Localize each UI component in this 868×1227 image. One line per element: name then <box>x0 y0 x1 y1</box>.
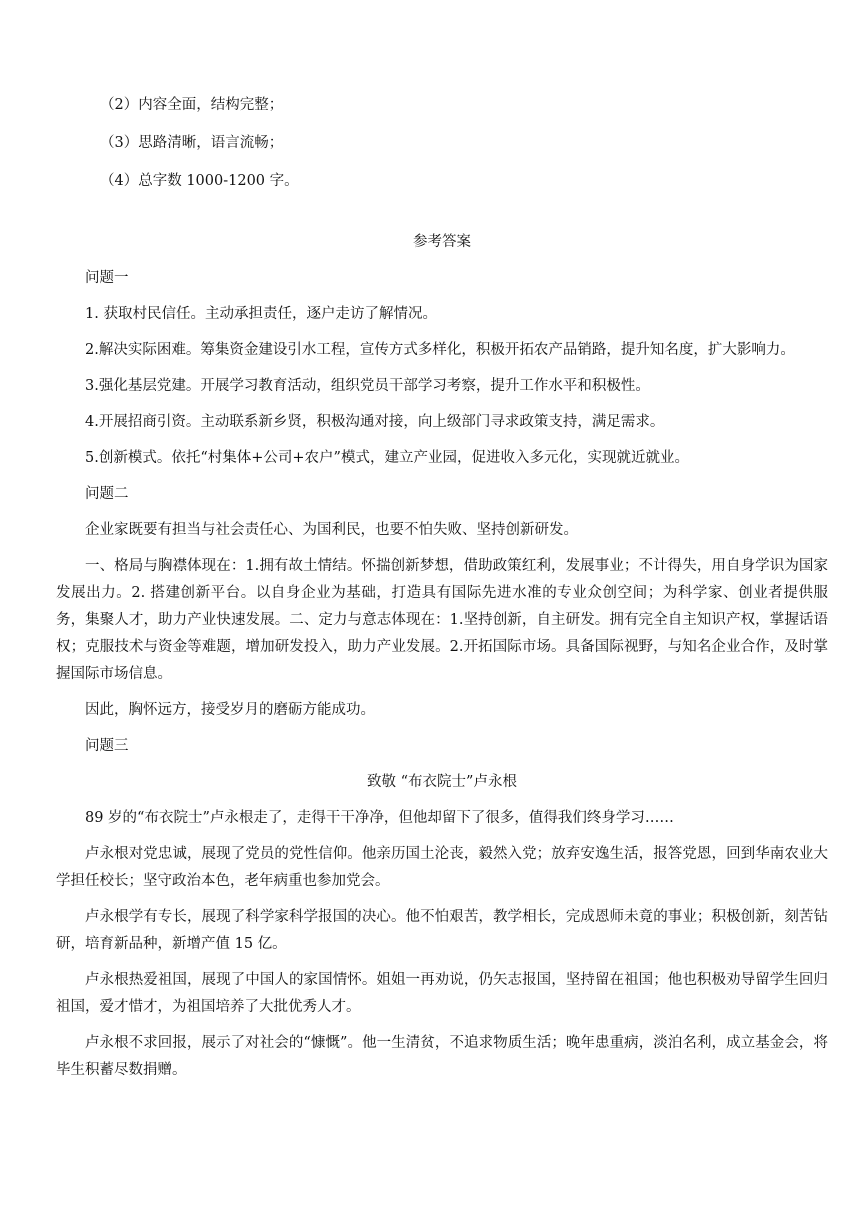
document-body <box>56 92 828 1093</box>
answer-title: 参考答案 <box>413 234 471 250</box>
q2-label: 问题二 <box>85 486 129 502</box>
q3-paragraph-3: 卢永根学有专长，展现了科学家科学报国的决心。他不怕艰苦，教学相长，完成恩师未竟的事业；积极创新，刻苦钻研，培育新品种，新增产值 15 亿。 <box>56 909 828 952</box>
q1-item-2: 2.解决实际困难。筹集资金建设引水工程，宣传方式多样化，积极开拓农产品销路，提升知名度，扩大影响力。 <box>85 342 795 358</box>
q1-label: 问题一 <box>85 270 129 286</box>
q1-item-3: 3.强化基层党建。开展学习教育活动，组织党员干部学习考察，提升工作水平和积极性。 <box>85 378 650 394</box>
q2-paragraph-1: 企业家既要有担当与社会责任心、为国利民，也要不怕失败、坚持创新研发。 <box>85 522 578 538</box>
q3-paragraph-2: 卢永根对党忠诚，展现了党员的党性信仰。他亲历国土沦丧，毅然入党；放弃安逸生活，报答党恩，回到华南农业大学担任校长；坚守政治本色，老年病重也参加党会。 <box>56 846 828 889</box>
q3-paragraph-1: 89 岁的“布衣院士”卢永根走了，走得干干净净，但他却留下了很多，值得我们终身学习…… <box>85 810 674 826</box>
q3-paragraph-5: 卢永根不求回报，展示了对社会的“慷慨”。他一生清贫，不追求物质生活；晚年患重病，淡泊名利，成立基金会，将毕生积蓄尽数捐赠。 <box>56 1035 828 1078</box>
essay-title: 致敬 “布衣院士”卢永根 <box>367 774 517 790</box>
requirement-4: （4）总字数 1000-1200 字。 <box>100 173 299 189</box>
q2-paragraph-3: 因此，胸怀远方，接受岁月的磨砺方能成功。 <box>85 702 375 718</box>
q3-paragraph-4: 卢永根热爱祖国，展现了中国人的家国情怀。姐姐一再劝说，仍矢志报国，坚持留在祖国；他也积极劝导留学生回归祖国，爱才惜才，为祖国培养了大批优秀人才。 <box>56 972 828 1015</box>
requirement-2: （2）内容全面，结构完整； <box>100 97 284 113</box>
q3-label: 问题三 <box>85 738 129 754</box>
q1-item-5: 5.创新模式。依托“村集体+公司+农户”模式，建立产业园，促进收入多元化，实现就近就业。 <box>85 450 689 466</box>
requirement-3: （3）思路清晰，语言流畅； <box>100 135 284 151</box>
q1-item-4: 4.开展招商引资。主动联系新乡贤，积极沟通对接，向上级部门寻求政策支持，满足需求。 <box>85 414 665 430</box>
q2-paragraph-2: 一、格局与胸襟体现在：1.拥有故土情结。怀揣创新梦想，借助政策红利，发展事业；不计得失，用自身学识为国家发展出力。2. 搭建创新平台。以自身企业为基础，打造具有国际先进水准的专业众创空间；为科学家、创业者提供服务，集聚人才，助力产业快速发展。二、定力与意志体现在：1.坚持创新，自主研发。拥有完全自主知识产权，掌握话语权；克服技术与资金等难题，增加研发投入，助力产业发展。2.开拓国际市场。具备国际视野，与知名企业合作，及时掌握国际市场信息。 <box>56 558 828 682</box>
q1-item-1: 1. 获取村民信任。主动承担责任，逐户走访了解情况。 <box>85 306 437 322</box>
